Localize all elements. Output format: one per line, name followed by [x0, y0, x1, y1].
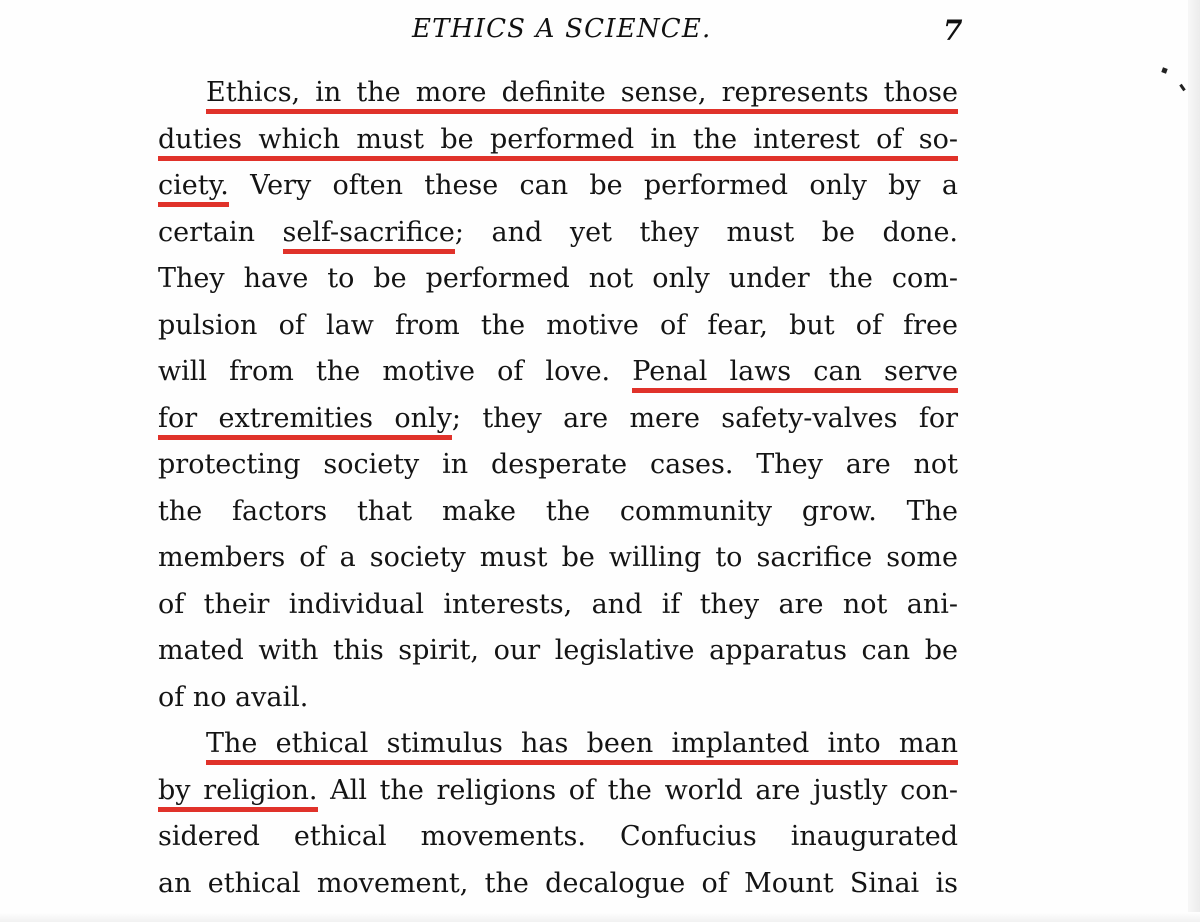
- page-number: 7: [943, 14, 963, 47]
- paragraph: [158, 721, 958, 907]
- page-edge-bottom: [0, 912, 1200, 922]
- text-line: pulsion of law from the motive of fear, but of free: [158, 309, 958, 341]
- text-line: [158, 721, 958, 768]
- text-line: members of a society must be willing to sacrifice some: [158, 542, 958, 573]
- highlighted-phrase: Penal laws can serve: [632, 356, 958, 393]
- text-line: [158, 117, 958, 164]
- running-head: ETHICS A SCIENCE.: [412, 14, 712, 44]
- highlighted-phrase: The ethical stimulus has been implanted into man: [206, 728, 958, 765]
- highlighted-phrase: Ethics, in the more definite sense, represents those: [206, 77, 958, 114]
- text-line: They have to be performed not only under the com-: [158, 263, 958, 294]
- highlighted-phrase: duties which must be performed in the interest of so-: [158, 124, 958, 161]
- page-edge-right: [1188, 0, 1200, 922]
- body-text: [158, 70, 958, 907]
- scan-speck-marks: [1160, 66, 1190, 96]
- text-line: by religion. All the religions of the world are justly con-: [158, 768, 958, 815]
- text-line: ciety. Very often these can be performed only by a: [158, 163, 958, 210]
- text-line: the factors that make the community grow. The: [158, 495, 958, 527]
- text-line: mated with this spirit, our legislative apparatus can be: [158, 635, 958, 666]
- text-line: protecting society in desperate cases. They are not: [158, 449, 958, 480]
- text-line: will from the motive of love. Penal laws can serve: [158, 349, 958, 396]
- paragraph: [158, 70, 958, 721]
- text-line: for extremities only; they are mere safety-valves for: [158, 396, 958, 443]
- text-line: an ethical movement, the decalogue of Mount Sinai is: [158, 867, 958, 899]
- highlighted-phrase: self-sacrifice: [283, 217, 455, 254]
- text-line: of their individual interests, and if they are not ani-: [158, 588, 958, 620]
- text-line: sidered ethical movements. Confucius inaugurated: [158, 821, 958, 852]
- text-line: certain self-sacrifice; and yet they must be done.: [158, 210, 958, 257]
- highlighted-phrase: ciety.: [158, 170, 229, 207]
- highlighted-phrase: for extremities only: [158, 403, 452, 440]
- text-line: [158, 70, 958, 117]
- highlighted-phrase: by religion.: [158, 775, 318, 812]
- text-line: of no avail.: [158, 681, 309, 713]
